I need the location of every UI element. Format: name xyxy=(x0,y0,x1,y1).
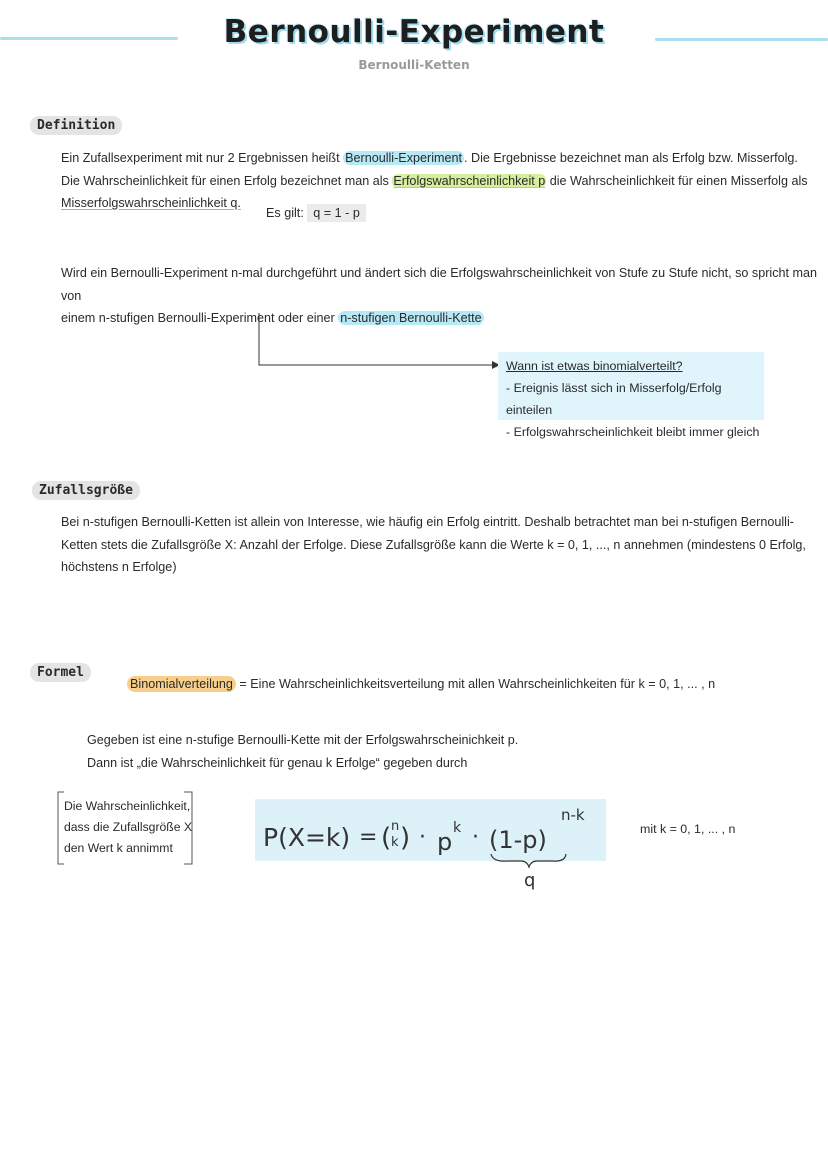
formel-heading: Formel xyxy=(30,663,91,682)
es-gilt xyxy=(266,206,366,220)
definition-heading: Definition xyxy=(30,116,122,135)
definition-line-2: Die Wahrscheinlichkeit für einen Erfolg bezeichnet man als Erfolgswahrscheinlichkeit p die Wahrscheinlichkeit für einen Misserfolg als xyxy=(61,173,808,188)
underbrace xyxy=(491,854,566,867)
page-title: Bernoulli-Experiment xyxy=(223,14,605,50)
formula-dot-1: · xyxy=(419,825,426,850)
svg-text:(: ( xyxy=(381,823,392,853)
es-gilt-label: Es gilt: xyxy=(266,206,304,220)
connector-arrow xyxy=(250,312,502,372)
note-line-2: dass die Zufallsgröße X xyxy=(64,820,193,834)
highlight-binomialverteilung: Binomialverteilung xyxy=(127,676,236,692)
formula-binom-top: n xyxy=(391,819,400,834)
page-subtitle: Bernoulli-Ketten xyxy=(358,58,470,72)
binomial-formula xyxy=(255,792,615,892)
zufallsgroesse-paragraph xyxy=(61,511,821,579)
callout-point-1: - Ereignis lässt sich in Misserfolg/Erfolg einteilen xyxy=(506,381,722,417)
given-line-1: Gegeben ist eine n-stufige Bernoulli-Kette mit der Erfolgswahrscheinichkeit p. xyxy=(87,733,519,747)
definition-paragraph xyxy=(61,147,821,215)
zufallsgroesse-line-2: Ketten stets die Zufallsgröße X: Anzahl der Erfolge. Diese Zufallsgröße kann die Werte k = 0, 1, ..., n annehmen (mindestens 0 Erfolg, xyxy=(61,537,806,552)
given-line-2: Dann ist „die Wahrscheinlichkeit für genau k Erfolge“ gegeben durch xyxy=(87,755,468,770)
binomialverteilung-line: Binomialverteilung = Eine Wahrscheinlichkeitsverteilung mit allen Wahrscheinlichkeiten für k = 0, 1, ... , n xyxy=(127,673,817,696)
formula-p: p xyxy=(437,828,453,856)
formula-binom-bottom: k xyxy=(391,835,399,850)
definition-line-3 xyxy=(61,192,821,215)
formula-lhs: P(X=k) xyxy=(263,823,351,852)
formula-k-exp: k xyxy=(453,820,462,836)
definition-line-1: Ein Zufallsexperiment mit nur 2 Ergebnissen heißt Bernoulli-Experiment . Die Ergebnisse bezeichnet man als Erfolg bzw. Misserfolg. xyxy=(61,151,798,165)
note-line-3: den Wert k annimmt xyxy=(64,841,173,855)
formula-dot-2: · xyxy=(472,825,479,850)
given-paragraph xyxy=(87,729,787,774)
zufallsgroesse-line-3: höchstens n Erfolge) xyxy=(61,560,177,574)
chain-line-2: einem n-stufigen Bernoulli-Experiment oder einer n-stufigen Bernoulli-Kette xyxy=(61,311,482,325)
binomial-callout xyxy=(498,352,764,439)
highlight-bernoulli-experiment: Bernoulli-Experiment xyxy=(345,151,462,165)
probability-note xyxy=(58,792,195,864)
callout-point-2: - Erfolgswahrscheinlichkeit bleibt immer gleich xyxy=(506,425,760,439)
k-range: mit k = 0, 1, ... , n xyxy=(640,822,736,836)
highlight-misserfolgswahrscheinlichkeit: Misserfolgswahrscheinlichkeit q. xyxy=(61,196,241,210)
zufallsgroesse-line-1: Bei n-stufigen Bernoulli-Ketten ist allein von Interesse, wie häufig ein Erfolg eintritt. Deshalb betrachtet man bei n-stufigen Bernoulli- xyxy=(61,515,794,529)
highlight-bernoulli-kette: n-stufigen Bernoulli-Kette xyxy=(340,311,482,325)
formula-exponent: n-k xyxy=(561,806,585,824)
zufallsgroesse-heading: Zufallsgröße xyxy=(32,481,140,500)
formula-equals: = xyxy=(359,825,378,850)
underbrace-label: q xyxy=(524,870,536,891)
q-formula: q = 1 - p xyxy=(307,204,366,222)
callout-question: Wann ist etwas binomialverteilt? xyxy=(506,359,683,373)
svg-text:): ) xyxy=(400,823,411,853)
chain-line-1: Wird ein Bernoulli-Experiment n-mal durchgeführt und ändert sich die Erfolgswahrscheinlichkeit von Stufe zu Stufe nicht, so spricht man von xyxy=(61,266,817,303)
formula-one-minus-p: (1-p) xyxy=(489,826,547,854)
note-line-1: Die Wahrscheinlichkeit, xyxy=(64,799,191,813)
highlight-erfolgswahrscheinlichkeit: Erfolgswahrscheinlichkeit p xyxy=(393,173,546,188)
